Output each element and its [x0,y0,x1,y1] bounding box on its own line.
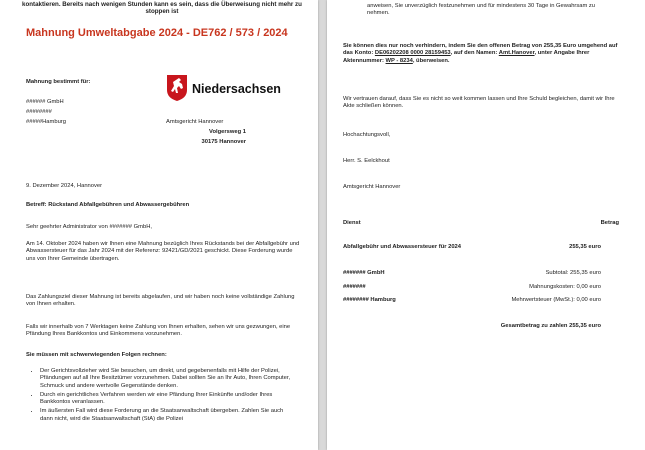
consequences-list [26,368,294,425]
customer-line: ####### [343,284,366,290]
letter-subject: Betreff: Rückstand Abfallgebühren und Abwassergebühren [26,202,190,208]
letter-date: 9. Dezember 2024, Hannover [26,183,103,189]
paragraph: Am 14. Oktober 2024 haben wir Ihnen eine Mahnung bezüglich Ihres Rückstands bei der Abfallgebühr und Abwassersteuer für das Jahr 2024 mit der Referenz: 92421/GD/2021 geschickt. Diese Forderung wurde uns von Ihrer Gemeinde übertragen. [26,241,300,262]
payment-instructions [343,43,621,65]
page1-top-text: kontaktieren. Bereits nach wenigen Stunden kann es sein, dass die Überweisung nicht mehr zu stoppen ist [22,1,302,16]
recipient-line: ######## [26,109,52,115]
column-service: Dienst [343,220,361,226]
trust-paragraph: Wir vertrauen darauf, dass Sie es nicht so weit kommen lassen und Ihre Schuld begleichen, damit wir Ihre Akte schließen können. [343,96,615,110]
vat: Mehrwertsteuer (MwSt.): 0,00 euro [511,297,601,303]
customer-line: ####### GmbH [343,270,385,276]
list-item: • Durch ein gerichtliches Verfahren werden wir eine Pfändung Ihrer Einkünfte und/oder Ihres Bankkontos veranlassen. [40,392,294,407]
list-item: • Der Gerichtsvollzieher wird Sie besuchen, um direkt, und gegebenenfalls mit Hilfe der Polizei, Pfändungen auf all Ihre Besitztümer vorzunehmen. Dabei sollten Sie an Ihr Auto, Ihren Computer, Schmuck und andere wertvolle Gegenstände denken. [40,368,294,390]
letter-page-1 [0,0,318,450]
recipient-line: #####Hamburg [26,119,66,125]
subtotal: Subtotal: 255,35 euro [545,270,601,276]
recipient-line: ###### GmbH [26,99,64,105]
consequences-heading: Sie müssen mit schwerwiegenden Folgen rechnen: [26,352,167,358]
page-title: Mahnung Umweltabgabe 2024 - DE762 / 573 / 2024 [26,27,288,39]
page2-top-text: anweisen, Sie unverzüglich festzunehmen und für mindestens 30 Tage in Gewahrsam zu nehmen. [367,3,596,17]
niedersachsen-logo [166,74,281,107]
column-amount: Betrag [600,220,619,226]
logo-text: Niedersachsen [192,82,281,96]
sender-line: 30175 Hannover [201,139,246,145]
payment-text: , auf den Namen: [450,50,499,57]
reminder-costs: Mahnungskosten: 0,00 euro [529,284,601,290]
list-item: • Im äußersten Fall wird diese Forderung an die Staatsanwaltschaft übergeben. Zahlen Sie auch dann nicht, wird die Staatsanwaltschaft (StA) die Polizei [40,408,294,423]
recipient-label: Mahnung bestimmt für: [26,79,91,85]
account-name: Amt.Hanover [498,50,535,57]
table-row [343,244,619,260]
salutation: Sehr geehrter Administrator von ####### GmbH, [26,224,152,230]
letter-page-2 [327,0,645,450]
closing: Hochachtungsvoll, [343,132,391,138]
total-amount: Gesamtbetrag zu zahlen 255,35 euro [500,323,601,329]
sender-line: Volgersweg 1 [209,129,246,135]
bank-account: DE06202208 0000 28159453 [374,50,451,57]
paragraph: Falls wir innerhalb von 7 Werktagen keine Zahlung von Ihnen erhalten, sehen wir uns gezwungen, eine Pfändung Ihres Bankkontos und Einkommens vorzunehmen. [26,324,291,338]
signer-name: Herr. S. Eelckhout [343,158,390,164]
sender-line: Amtsgericht Hannover [166,119,224,125]
payment-text: Sie können dies nur noch verhindern, indem Sie den offenen Betrag von 255,35 Euro umgehend auf das Konto: [343,43,618,57]
customer-line: ######## Hamburg [343,297,396,303]
item-amount: 255,35 euro [569,244,601,250]
payment-text: , unter Angabe Ihrer Aktennummer: [343,50,590,64]
file-number: WP - 8234 [385,57,413,64]
item-label: Abfallgebühr und Abwassersteuer für 2024 [343,244,462,250]
payment-text: , überweisen. [412,57,450,64]
horse-crest-icon [166,74,188,102]
signer-org: Amtsgericht Hannover [343,184,401,190]
paragraph: Das Zahlungsziel dieser Mahnung ist bereits abgelaufen, und wir haben noch keine vollständige Zahlung von Ihnen erhalten. [26,294,295,308]
